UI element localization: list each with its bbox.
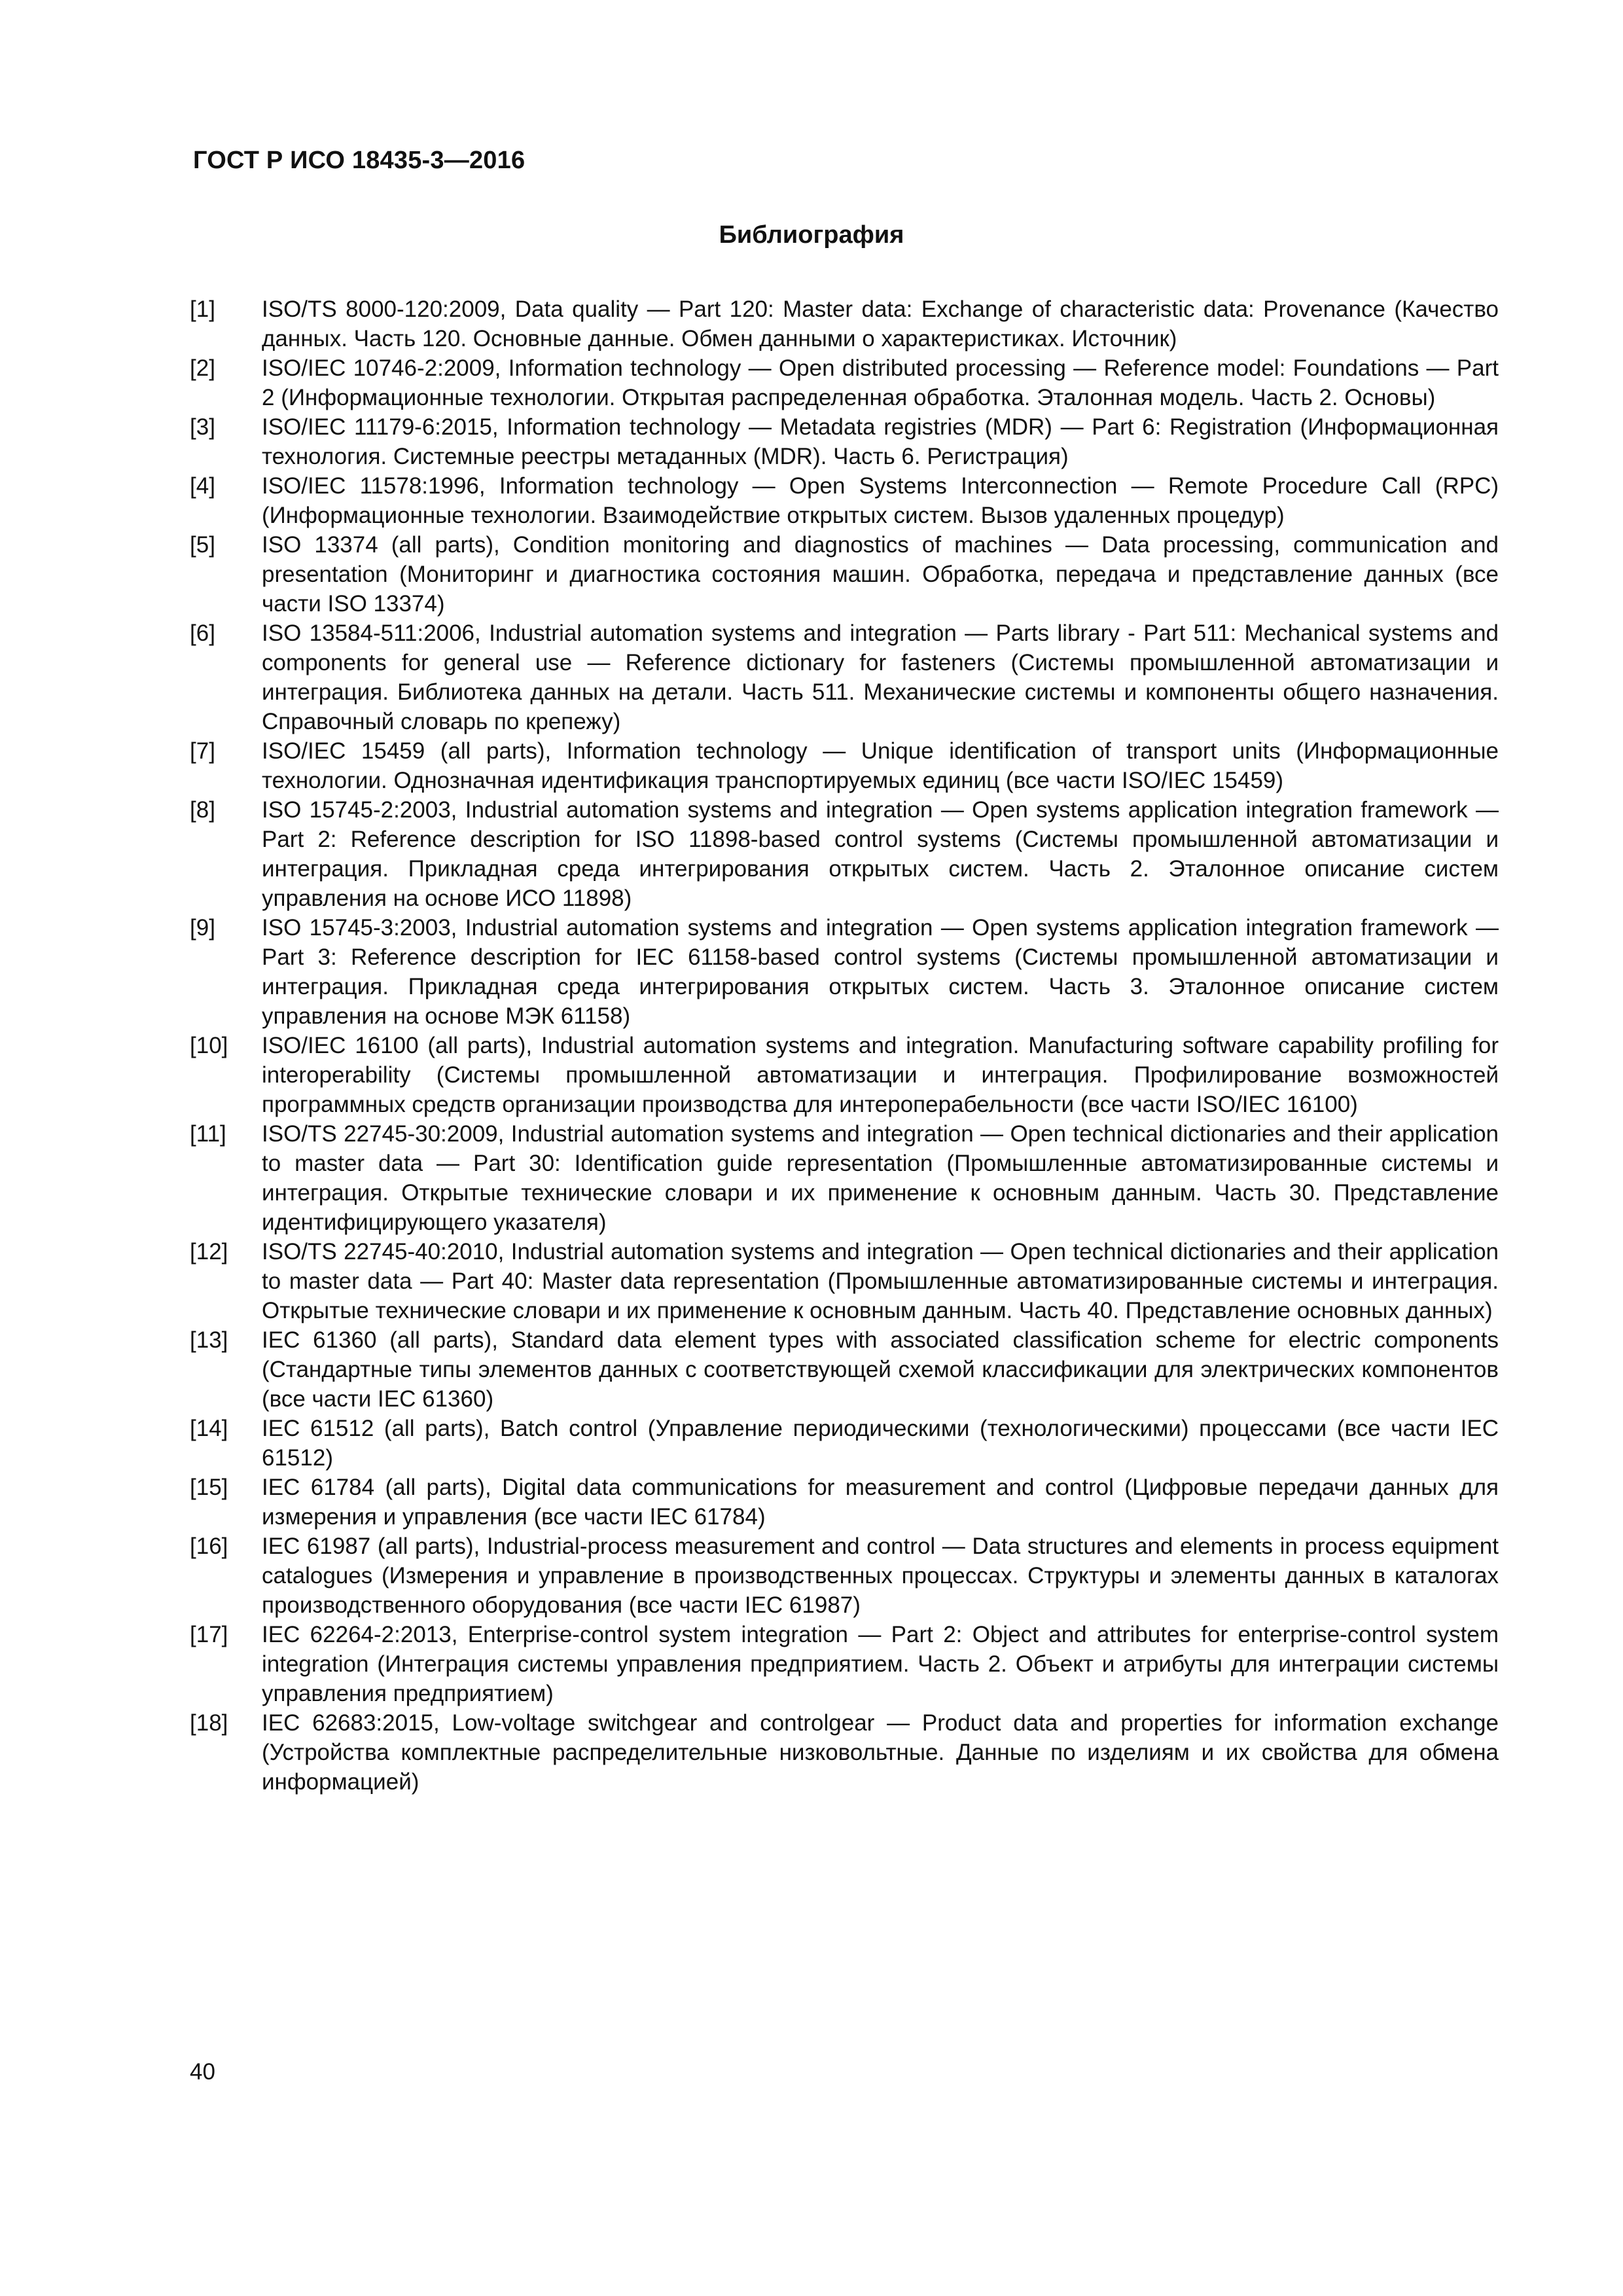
bibliography-entry-16 [190, 1532, 1499, 1620]
bibliography-entry-18 [190, 1708, 1499, 1797]
section-title: Библиография [719, 221, 904, 249]
entry-text: ISO/TS 22745-40:2010, Industrial automation systems and integration — Open technical dictionaries and their application to master data — Part 40: Master data representation (Промышленные автоматизированные системы и интеграция. Открытые технические словари и их применение к основным данным. Часть 40. Представление основных данных) [262, 1239, 1499, 1323]
entry-text: IEC 62264-2:2013, Enterprise-control system integration — Part 2: Object and attributes for enterprise-control system integration (Интеграция системы управления предприятием. Часть 2. Объект и атрибуты для интеграции системы управления предприятием) [262, 1622, 1499, 1706]
entry-number: [15] [190, 1475, 228, 1500]
entry-number: [5] [190, 532, 215, 558]
entry-text: ISO 15745-2:2003, Industrial automation systems and integration — Open systems application integration framework — Part 2: Reference description for ISO 11898-based control systems (Системы промышленной автоматизации и интеграция. Прикладная среда интегрирования открытых систем. Часть 2. Эталонное описание систем управления на основе ИСО 11898) [262, 797, 1499, 911]
entry-number: [10] [190, 1033, 228, 1058]
entry-text: ISO/IEC 15459 (all parts), Information technology — Unique identification of transport units (Информационные технологии. Однозначная идентификация транспортируемых единиц (все части ISO/IEC 15459) [262, 738, 1499, 793]
entry-number: [2] [190, 355, 215, 381]
bibliography-entry-17 [190, 1620, 1499, 1708]
entry-number: [8] [190, 797, 215, 823]
bibliography-entry-13 [190, 1325, 1499, 1414]
entry-number: [18] [190, 1710, 228, 1736]
entry-number: [17] [190, 1622, 228, 1647]
bibliography-entry-12 [190, 1237, 1499, 1325]
document-code: ГОСТ Р ИСО 18435-3—2016 [193, 147, 526, 174]
bibliography-list [190, 295, 1499, 1797]
bibliography-entry-7 [190, 736, 1499, 795]
bibliography-entry-15 [190, 1473, 1499, 1532]
entry-text: IEC 61360 (all parts), Standard data element types with associated classification scheme for electric components (Стандартные типы элементов данных с соответствующей схемой классификации для электрических компонентов (все части IEC 61360) [262, 1327, 1499, 1412]
entry-text: IEC 62683:2015, Low-voltage switchgear and controlgear — Product data and properties for information exchange (Устройства комплектные распределительные низковольтные. Данные по изделиям и их свойства для обмена информацией) [262, 1710, 1499, 1795]
entry-number: [1] [190, 296, 215, 322]
entry-text: ISO 13374 (all parts), Condition monitoring and diagnostics of machines — Data processing, communication and presentation (Мониторинг и диагностика состояния машин. Обработка, передача и представление данных (все части ISO 13374) [262, 532, 1499, 617]
entry-text: IEC 61784 (all parts), Digital data communications for measurement and control (Цифровые передачи данных для измерения и управления (все части IEC 61784) [262, 1475, 1499, 1530]
bibliography-entry-2 [190, 353, 1499, 412]
bibliography-entry-9 [190, 913, 1499, 1031]
bibliography-entry-1 [190, 295, 1499, 353]
bibliography-entry-6 [190, 619, 1499, 736]
entry-number: [9] [190, 915, 215, 941]
entry-number: [13] [190, 1327, 228, 1353]
bibliography-entry-10 [190, 1031, 1499, 1119]
entry-number: [14] [190, 1416, 228, 1441]
entry-number: [4] [190, 473, 215, 499]
entry-number: [3] [190, 414, 215, 440]
bibliography-entry-8 [190, 795, 1499, 913]
bibliography-entry-3 [190, 412, 1499, 471]
entry-text: ISO/IEC 11578:1996, Information technology — Open Systems Interconnection — Remote Procedure Call (RPC) (Информационные технологии. Взаимодействие открытых систем. Вызов удаленных процедур) [262, 473, 1499, 528]
entry-text: ISO/IEC 16100 (all parts), Industrial automation systems and integration. Manufacturing software capability profiling for interoperability (Системы промышленной автоматизации и интеграция. Профилирование возможностей программных средств организации производства для интероперабельности (все части ISO/IEC 16100) [262, 1033, 1499, 1117]
entry-number: [12] [190, 1239, 228, 1265]
entry-number: [7] [190, 738, 215, 764]
entry-text: ISO 13584-511:2006, Industrial automation systems and integration — Parts library - Part 511: Mechanical systems and components for general use — Reference dictionary for fasteners (Системы промышленной автоматизации и интеграция. Библиотека данных на детали. Часть 511. Механические системы и компоненты общего назначения. Справочный словарь по крепежу) [262, 620, 1499, 734]
bibliography-entry-11 [190, 1119, 1499, 1237]
entry-text: ISO 15745-3:2003, Industrial automation systems and integration — Open systems application integration framework — Part 3: Reference description for IEC 61158-based control systems (Системы промышленной автоматизации и интеграция. Прикладная среда интегрирования открытых систем. Часть 3. Эталонное описание систем управления на основе МЭК 61158) [262, 915, 1499, 1029]
entry-number: [11] [190, 1121, 226, 1147]
entry-text: IEC 61512 (all parts), Batch control (Управление периодическими (технологическими) процессами (все части IEC 61512) [262, 1416, 1499, 1471]
bibliography-entry-14 [190, 1414, 1499, 1473]
entry-text: ISO/TS 22745-30:2009, Industrial automation systems and integration — Open technical dictionaries and their application to master data — Part 30: Identification guide representation (Промышленные автоматизированные системы и интеграция. Открытые технические словари и их применение к основным данным. Часть 30. Представление идентифицирующего указателя) [262, 1121, 1499, 1235]
entry-text: ISO/IEC 11179-6:2015, Information technology — Metadata registries (MDR) — Part 6: Registration (Информационная технология. Системные реестры метаданных (MDR). Часть 6. Регистрация) [262, 414, 1499, 469]
entry-text: IEC 61987 (all parts), Industrial-process measurement and control — Data structures and elements in process equipment catalogues (Измерения и управление в производственных процессах. Структуры и элементы данных в каталогах производственного оборудования (все части IEC 61987) [262, 1534, 1499, 1618]
entry-text: ISO/TS 8000-120:2009, Data quality — Part 120: Master data: Exchange of characteristic data: Provenance (Качество данных. Часть 120. Основные данные. Обмен данными о характеристиках. Источник) [262, 296, 1499, 351]
entry-number: [16] [190, 1534, 228, 1559]
entry-text: ISO/IEC 10746-2:2009, Information technology — Open distributed processing — Reference model: Foundations — Part 2 (Информационные технологии. Открытая распределенная обработка. Эталонная модель. Часть 2. Основы) [262, 355, 1499, 410]
page-number: 40 [190, 2059, 215, 2085]
bibliography-entry-4 [190, 471, 1499, 530]
entry-number: [6] [190, 620, 215, 646]
bibliography-entry-5 [190, 530, 1499, 619]
